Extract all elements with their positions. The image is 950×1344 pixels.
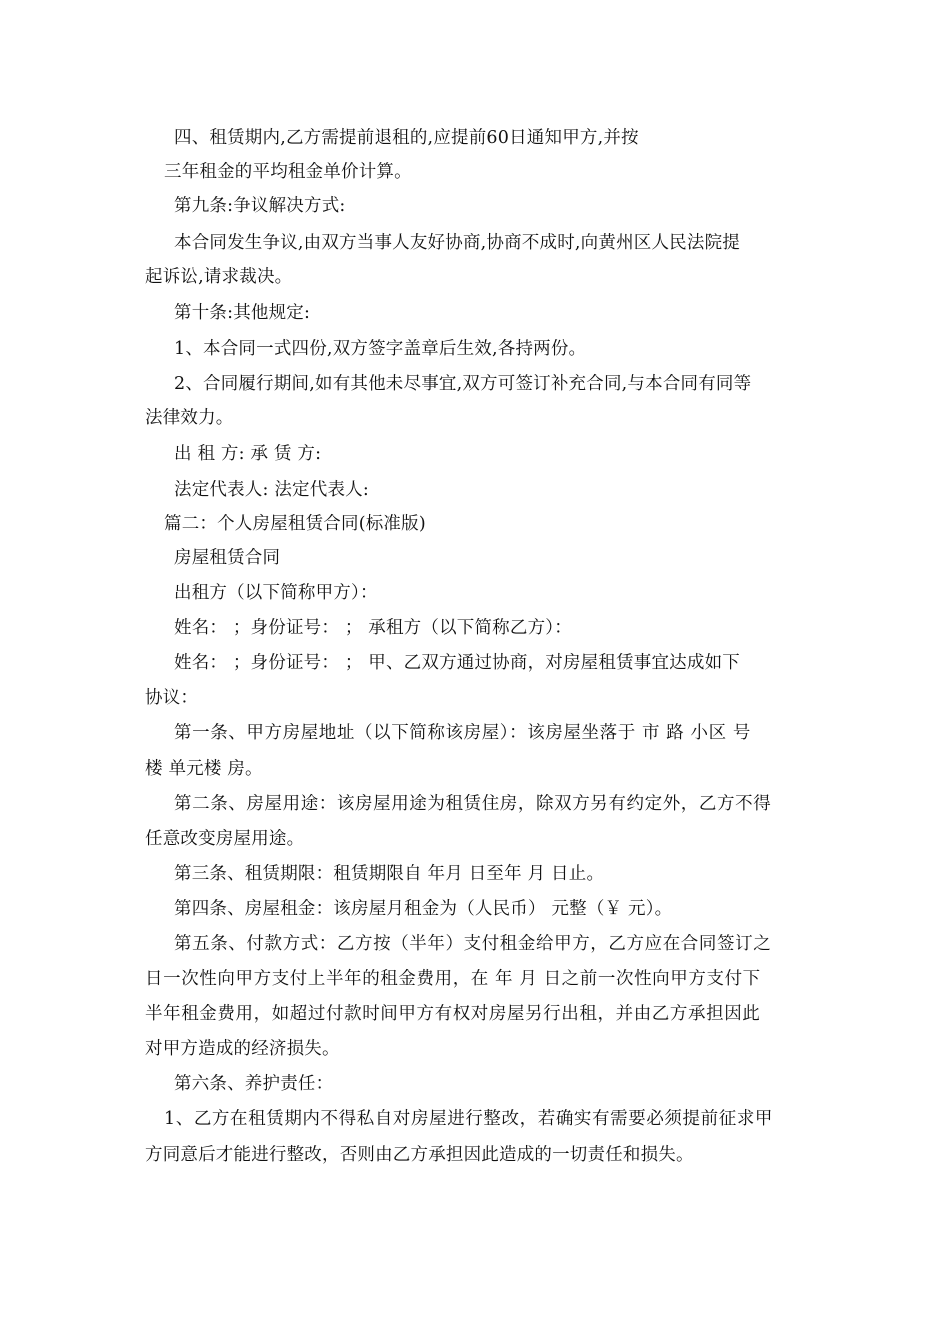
text-line-9: 法律效力。 <box>145 408 234 428</box>
text-line-1: 四、租赁期内,乙方需提前退租的,应提前60日通知甲方,并按 <box>174 128 639 148</box>
text-line-5: 起诉讼,请求裁决。 <box>145 267 293 287</box>
text-line-30: 方同意后才能进行整改，否则由乙方承担因此造成的一切责任和损失。 <box>145 1145 694 1165</box>
signature-parties: 出 租 方: 承 赁 方: <box>174 444 322 464</box>
text-line-17: 协议： <box>145 688 199 708</box>
article-3-line: 第三条、租赁期限：租赁期限自 年月 日至年 月 日止。 <box>174 864 605 884</box>
section-two-title: 篇二：个人房屋租赁合同(标准版) <box>164 514 426 534</box>
text-line-27: 对甲方造成的经济损失。 <box>145 1039 340 1059</box>
article-4-line: 第四条、房屋租金：该房屋月租金为（人民币） 元整（￥ 元）。 <box>174 899 673 919</box>
lessor-line: 出租方（以下简称甲方）： <box>174 583 378 603</box>
article-1-line: 第一条、甲方房屋地址（以下简称该房屋）：该房屋坐落于 市 路 小区 号 <box>174 723 751 743</box>
lessor-identity-line: 姓名： ；身份证号： ； 承租方（以下简称乙方）： <box>174 618 572 638</box>
contract-title: 房屋租赁合同 <box>174 548 281 568</box>
article-5-line: 第五条、付款方式：乙方按（半年）支付租金给甲方，乙方应在合同签订之 <box>174 934 772 954</box>
text-line-26: 半年租金费用，如超过付款时间甲方有权对房屋另行出租，并由乙方承担因此 <box>145 1004 761 1024</box>
text-line-8: 2、合同履行期间,如有其他未尽事宜,双方可签订补充合同,与本合同有同等 <box>174 374 752 394</box>
article-10-heading: 第十条:其他规定: <box>174 303 311 323</box>
text-line-7: 1、本合同一式四份,双方签字盖章后生效,各持两份。 <box>174 339 587 359</box>
article-9-heading: 第九条:争议解决方式: <box>174 196 346 216</box>
text-line-19: 楼 单元楼 房。 <box>145 759 263 779</box>
text-line-4: 本合同发生争议,由双方当事人友好协商,协商不成时,向黄州区人民法院提 <box>174 233 740 253</box>
text-line-2: 三年租金的平均租金单价计算。 <box>164 162 412 182</box>
text-line-29: 1、乙方在租赁期内不得私自对房屋进行整改，若确实有需要必须提前征求甲 <box>164 1109 774 1129</box>
article-6-heading: 第六条、养护责任： <box>174 1074 334 1094</box>
signature-representatives: 法定代表人: 法定代表人: <box>174 480 369 500</box>
text-line-21: 任意改变房屋用途。 <box>145 829 305 849</box>
text-line-25: 日一次性向甲方支付上半年的租金费用，在 年 月 日之前一次性向甲方支付下 <box>145 969 761 989</box>
article-2-line: 第二条、房屋用途：该房屋用途为租赁住房，除双方另有约定外，乙方不得 <box>174 794 772 814</box>
lessee-identity-line: 姓名： ；身份证号： ； 甲、乙双方通过协商，对房屋租赁事宜达成如下 <box>174 653 740 673</box>
